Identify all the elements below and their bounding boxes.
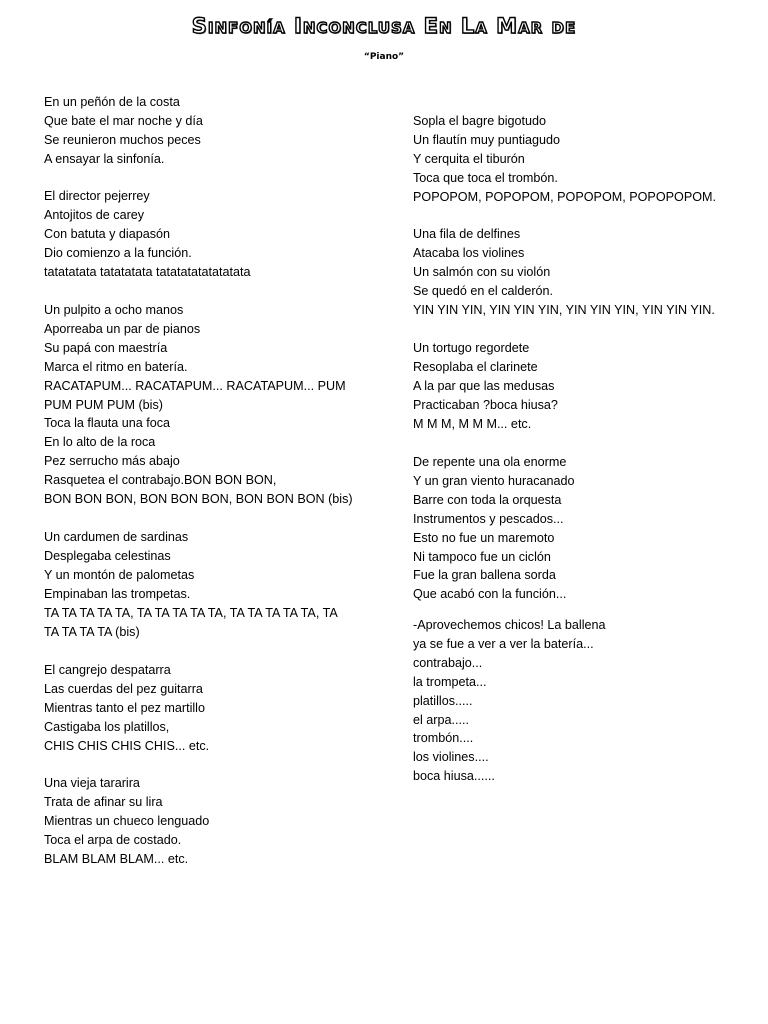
lyric-line: Aporreaba un par de pianos	[44, 321, 201, 336]
lyric-line: Toca el arpa de costado.	[44, 832, 182, 847]
lyric-line: POPOPOM, POPOPOM, POPOPOM, POPOPOPOM.	[413, 189, 717, 204]
lyric-line: platillos.....	[413, 693, 473, 708]
lyric-line: Empinaban las trompetas.	[44, 586, 191, 601]
lyric-line: Su papá con maestría	[44, 340, 168, 355]
stanza	[44, 528, 384, 641]
lyric-line: RACATAPUM... RACATAPUM... RACATAPUM... PUM	[44, 378, 346, 393]
lyric-line: trombón....	[413, 731, 474, 746]
lyric-line: ya se fue a ver a ver la batería...	[413, 636, 594, 651]
lyric-line: el arpa.....	[413, 712, 470, 727]
lyric-line: Se reunieron muchos peces	[44, 132, 201, 147]
lyric-line: los violines....	[413, 750, 489, 765]
lyric-line: Rasquetea el contrabajo.BON BON BON,	[44, 473, 277, 488]
stanza	[44, 187, 384, 282]
stanza	[44, 301, 384, 509]
lyric-line: Las cuerdas del pez guitarra	[44, 681, 203, 696]
lyric-line: M M M, M M M... etc.	[413, 416, 532, 431]
lyric-line: Un pulpito a ocho manos	[44, 303, 184, 317]
document-subtitle: “Piano”	[363, 52, 405, 62]
lyric-line: El director pejerrey	[44, 189, 150, 203]
lyric-line: Atacaba los violines	[413, 245, 525, 260]
lyric-line: Con batuta y diapasón	[44, 226, 171, 241]
stanza	[413, 339, 743, 434]
lyric-line: Toca que toca el trombón.	[413, 170, 558, 185]
stanza	[413, 112, 743, 207]
lyric-line: Instrumentos y pescados...	[413, 511, 564, 526]
lyric-line: Se quedó en el calderón.	[413, 283, 554, 298]
lyric-line: De repente una ola enorme	[413, 455, 567, 469]
lyric-line: A ensayar la sinfonía.	[44, 151, 165, 166]
lyric-line: Un flautín muy puntiagudo	[413, 132, 561, 147]
lyric-line: Y un gran viento huracanado	[413, 473, 575, 488]
lyric-line: Antojitos de carey	[44, 207, 145, 222]
lyric-line: Trata de afinar su lira	[44, 794, 163, 809]
stanza	[413, 616, 743, 786]
lyric-line: Un salmón con su violón	[413, 264, 551, 279]
lyric-line: Practicaban ?boca hiusa?	[413, 397, 558, 412]
lyric-line: PUM PUM PUM (bis)	[44, 397, 163, 412]
lyric-line: Marca el ritmo en batería.	[44, 359, 188, 374]
document-title-text: Sinfonía Inconclusa En La Mar de	[191, 14, 577, 38]
lyric-line: TA TA TA TA TA, TA TA TA TA TA, TA TA TA TA TA, TA	[44, 605, 338, 620]
lyric-line: En lo alto de la roca	[44, 435, 156, 450]
lyric-line: Mientras un chueco lenguado	[44, 813, 210, 828]
stanza	[413, 225, 743, 320]
lyric-line: la trompeta...	[413, 674, 487, 689]
lyric-line: A la par que las medusas	[413, 378, 555, 393]
lyric-line: Castigaba los platillos,	[44, 719, 170, 734]
lyric-line: Resoplaba el clarinete	[413, 359, 538, 374]
lyric-line: Fue la gran ballena sorda	[413, 568, 556, 583]
lyric-line: Un cardumen de sardinas	[44, 530, 189, 544]
lyric-line: TA TA TA TA (bis)	[44, 624, 140, 639]
lyric-line: Pez serrucho más abajo	[44, 454, 180, 469]
lyric-line: Desplegaba celestinas	[44, 548, 171, 563]
lyric-line: Dio comienzo a la función.	[44, 245, 192, 260]
lyric-line: Esto no fue un maremoto	[413, 530, 555, 545]
lyric-line: BON BON BON, BON BON BON, BON BON BON (bis)	[44, 492, 353, 507]
lyric-line: BLAM BLAM BLAM... etc.	[44, 851, 189, 866]
stanza	[44, 661, 384, 756]
lyric-line: -Aprovechemos chicos! La ballena	[413, 618, 606, 632]
stanza	[44, 774, 384, 869]
lyric-line: YIN YIN YIN, YIN YIN YIN, YIN YIN YIN, YIN YIN YIN.	[413, 302, 715, 317]
lyric-line: Que acabó con la función...	[413, 587, 567, 602]
lyric-line: En un peñón de la costa	[44, 95, 180, 109]
lyric-line: CHIS CHIS CHIS CHIS... etc.	[44, 738, 210, 753]
lyric-line: tatatatata tatatatata tatatatatatatatata	[44, 264, 251, 279]
lyric-line: Mientras tanto el pez martillo	[44, 700, 205, 715]
lyric-line: Sopla el bagre bigotudo	[413, 114, 547, 128]
lyric-line: contrabajo...	[413, 655, 483, 670]
lyric-line: Una vieja tararira	[44, 776, 140, 790]
lyric-line: Toca la flauta una foca	[44, 416, 171, 431]
lyric-line: Y cerquita el tiburón	[413, 151, 525, 166]
lyric-line: boca hiusa......	[413, 769, 495, 784]
lyric-line: Ni tampoco fue un ciclón	[413, 549, 551, 564]
lyric-line: Una fila de delfines	[413, 227, 521, 241]
lyric-line: Un tortugo regordete	[413, 341, 530, 355]
lyric-line: Barre con toda la orquesta	[413, 492, 562, 507]
stanza	[413, 453, 743, 604]
lyric-line: Que bate el mar noche y día	[44, 113, 203, 128]
stanza	[44, 93, 384, 169]
lyric-line: Y un montón de palometas	[44, 567, 195, 582]
lyric-line: El cangrejo despatarra	[44, 663, 171, 677]
document-title	[0, 14, 768, 38]
